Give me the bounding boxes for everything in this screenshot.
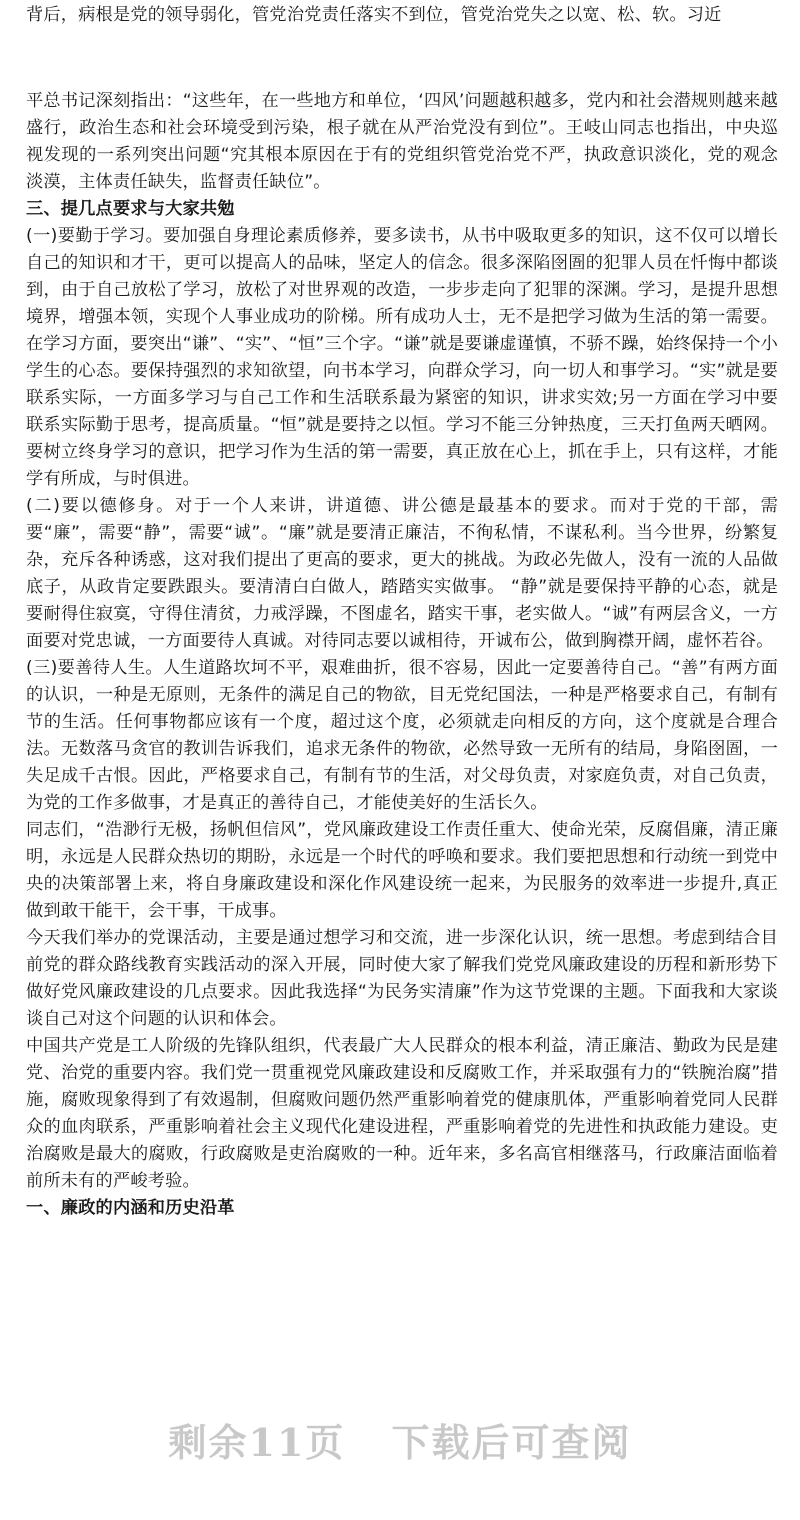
remaining-pages-banner[interactable] [0,1412,800,1467]
section-heading: 一、廉政的内涵和历史沿革 [26,1198,235,1218]
body-paragraph: (三)要善待人生。人生道路坎坷不平，艰难曲折，很不容易，因此一定要善待自己。“善”有两方面的认识，一种是无原则，无条件的满足自己的物欲，目无党纪国法，一种是严格要求自己，有制有节的生活。任何事物都应该有一个度，超过这个度，必须就走向相反的方向，这个度就是合理合法。无数落马贪官的教训告诉我们，追求无条件的物欲，必然导致一无所有的结局，身陷囹圄，一失足成千古恨。因此，严格要求自己，有制有节的生活，对父母负责，对家庭负责，对自己负责，为党的工作多做事，才是真正的善待自己，才能使美好的生活长久。 [26,658,778,813]
body-paragraph: 同志们，“浩渺行无极，扬帆但信风”，党风廉政建设工作责任重大、使命光荣，反腐倡廉，清正廉明，永远是人民群众热切的期盼，永远是一个时代的呼唤和要求。我们要把思想和行动统一到党中央的决策部署上来，将自身廉政建设和深化作风建设统一起来，为民服务的效率进一步提升,真正做到敢干能干，会干事，干成事。 [26,820,778,921]
body-paragraph: 今天我们举办的党课活动，主要是通过想学习和交流，进一步深化认识，统一思想。考虑到结合目前党的群众路线教育实践活动的深入开展，同时使大家了解我们党党风廉政建设的历程和新形势下做好党风廉政建设的几点要求。因此我选择“为民务实清廉”作为这节党课的主题。下面我和大家谈谈自己对这个问题的认识和体会。 [26,928,778,1029]
top-fragment-text: 背后，病根是党的领导弱化，管党治党责任落实不到位，管党治党失之以宽、松、软。习近 [26,5,722,25]
body-paragraph: 平总书记深刻指出：“这些年，在一些地方和单位，‘四风’问题越积越多，党内和社会潜规则越来越盛行，政治生态和社会环境受到污染，根子就在从严治党没有到位”。王岐山同志也指出，中央巡视发现的一系列突出问题“究其根本原因在于有的党组织管党治党不严，执政意识淡化，党的观念淡漠，主体责任缺失，监督责任缺位”。 [26,91,778,192]
body-paragraph: (一)要勤于学习。要加强自身理论素质修养，要多读书，从书中吸取更多的知识，这不仅可以增长自己的知识和才干，更可以提高人的品味，坚定人的信念。很多深陷囹圄的犯罪人员在忏悔中都谈到，由于自己放松了学习，放松了对世界观的改造，一步步走向了犯罪的深渊。学习，是提升思想境界，增强本领，实现个人事业成功的阶梯。所有成功人士，无不是把学习做为生活的第一需要。在学习方面，要突出“谦”、“实”、“恒”三个字。“谦”就是要谦虚谨慎，不骄不躁，始终保持一个小学生的心态。要保持强烈的求知欲望，向书本学习，向群众学习，向一切人和事学习。“实”就是要联系实际，一方面多学习与自己工作和生活联系最为紧密的知识，讲求实效;另一方面在学习中要联系实际勤于思考，提高质量。“恒”就是要持之以恒。学习不能三分钟热度，三天打鱼两天晒网。要树立终身学习的意识，把学习作为生活的第一需要，真正放在心上，抓在手上，只有这样，才能学有所成，与时俱进。 [26,226,778,489]
download-to-view-label[interactable]: 下载后可查阅 [391,1420,632,1465]
section-heading: 三、提几点要求与大家共勉 [26,199,235,219]
body-paragraph: (二)要以德修身。对于一个人来讲，讲道德、讲公德是最基本的要求。而对于党的干部，需要“廉”，需要“静”，需要“诚”。“廉”就是要清正廉洁，不徇私情，不谋私利。当今世界，纷繁复杂，充斥各种诱惑，这对我们提出了更高的要求，更大的挑战。为政必先做人，没有一流的人品做底子，从政肯定要跌跟头。要清清白白做人，踏踏实实做事。 “静”就是要保持平静的心态，就是要耐得住寂寞，守得住清贫，力戒浮躁，不图虚名，踏实干事，老实做人。“诚”有两层含义，一方面要对党忠诚，一方面要待人真诚。对待同志要以诚相待，开诚布公，做到胸襟开阔，虚怀若谷。 [26,496,778,651]
body-paragraph: 中国共产党是工人阶级的先锋队组织，代表最广大人民群众的根本利益，清正廉洁、勤政为民是建党、治党的重要内容。我们党一贯重视党风廉政建设和反腐败工作，并采取强有力的“铁腕治腐”措施，腐败现象得到了有效遏制，但腐败问题仍然严重影响着党的健康肌体，严重影响着党同人民群众的血肉联系，严重影响着社会主义现代化建设进程，严重影响着党的先进性和执政能力建设。吏治腐败是最大的腐败，行政腐败是吏治腐败的一种。近年来，多名高官相继落马，行政廉洁面临着前所未有的严峻考验。 [26,1036,778,1191]
document-body [26,88,778,1222]
top-fragment [26,2,778,29]
remaining-pages-label: 剩余11页 [168,1420,346,1465]
